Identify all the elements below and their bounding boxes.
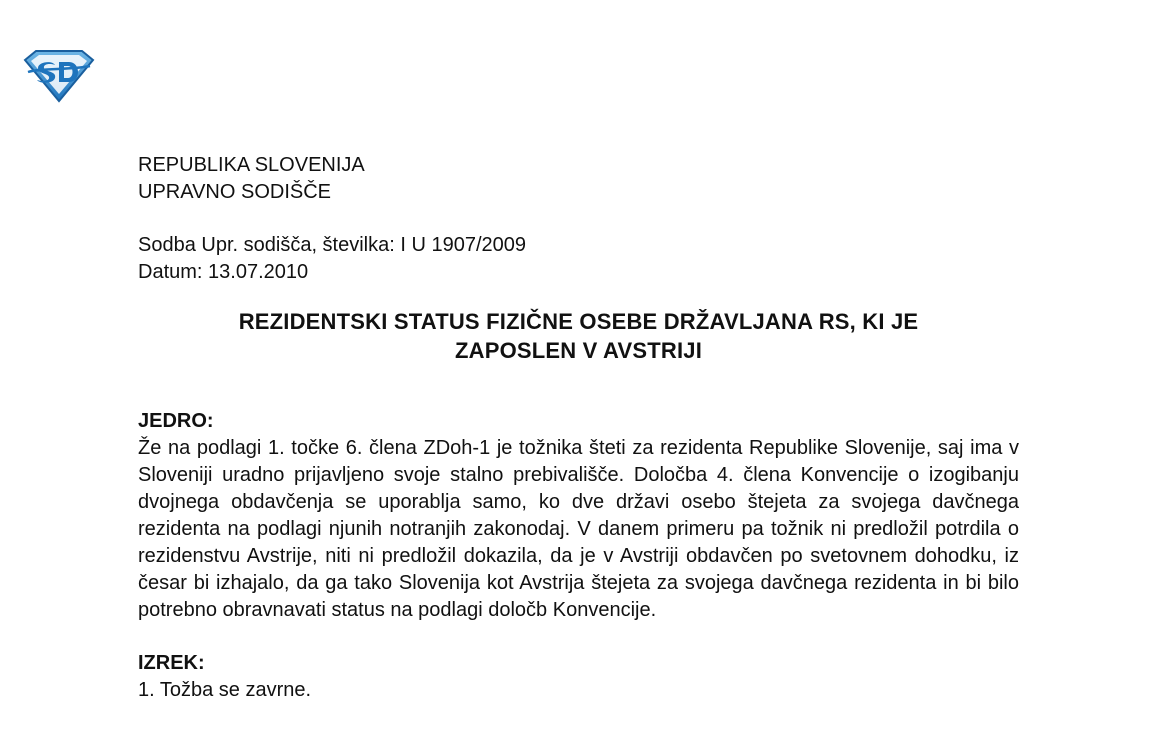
- judgment-date: Datum: 13.07.2010: [138, 261, 309, 283]
- ruling-heading: IZREK:: [138, 652, 205, 674]
- core-heading: JEDRO:: [138, 410, 214, 432]
- meta-block: [138, 232, 1019, 286]
- judgment-number: Sodba Upr. sodišča, številka: I U 1907/2009: [138, 234, 527, 256]
- title-line-2: ZAPOSLEN V AVSTRIJI: [454, 338, 703, 363]
- header-block: [138, 152, 1019, 206]
- sd-logo-icon: [22, 48, 96, 104]
- title-line-1: REZIDENTSKI STATUS FIZIČNE OSEBE DRŽAVLJANA RS, KI JE: [238, 309, 919, 334]
- country-name: REPUBLIKA SLOVENIJA: [138, 154, 365, 176]
- ruling-item-1: 1. Tožba se zavrne.: [138, 679, 312, 701]
- core-text: Že na podlagi 1. točke 6. člena ZDoh-1 je tožnika šteti za rezidenta Republike Slovenije, saj ima v Sloveniji uradno prijavljeno svoje stalno prebivališče. Določba 4. člena Konvencije o izogibanju dvojnega obdavčenja se uporablja samo, ko dve državi osebo štejeta za svojega davčnega rezidenta na podlagi njunih notranjih zakonodaj. V danem primeru pa tožnik ni predložil potrdila o rezidenstvu Avstrije, niti ni predložil dokazila, da je v Avstriji obdavčen po svetovnem dohodku, iz česar bi izhajalo, da ga tako Slovenija kot Avstrija štejeta za svojega davčnega rezidenta in bi bilo potrebno obravnavati status na podlagi določb Konvencije.: [138, 437, 1019, 621]
- core-section: [138, 408, 1019, 624]
- document-title: [138, 307, 1019, 365]
- court-name: UPRAVNO SODIŠČE: [138, 181, 331, 203]
- ruling-section: [138, 650, 1019, 704]
- document-page: [138, 152, 1019, 704]
